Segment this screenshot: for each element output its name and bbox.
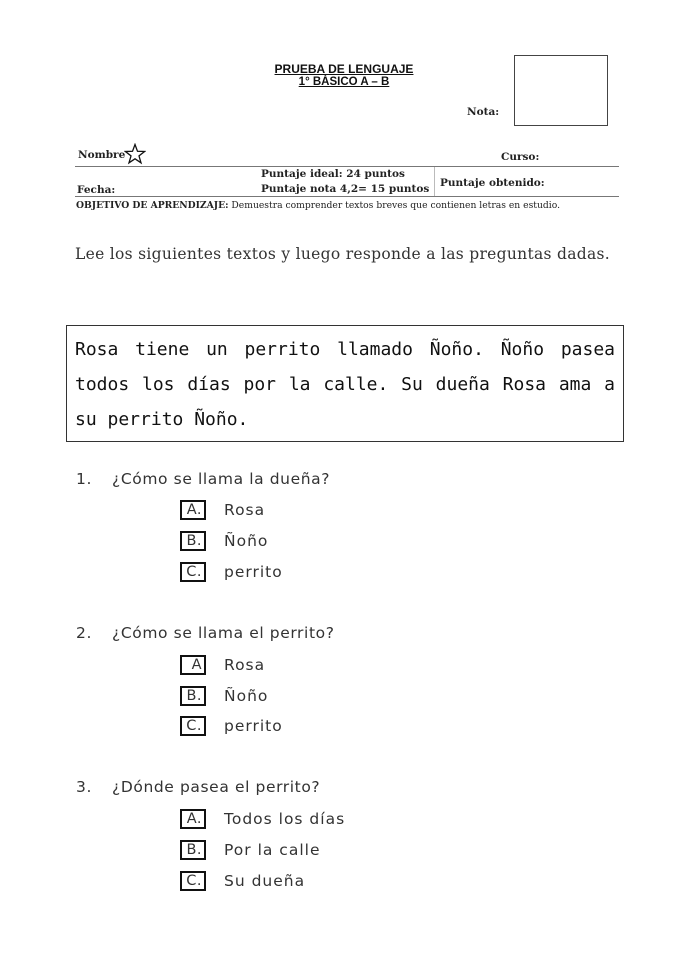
option-text: Todos los días [224, 810, 346, 828]
question-3-option-a[interactable] [180, 808, 345, 830]
nota-label: Nota: [467, 106, 500, 118]
question-1-option-c[interactable] [180, 561, 283, 583]
option-letter-box[interactable]: B. [180, 531, 206, 551]
option-text: perrito [224, 717, 283, 735]
puntaje-obtenido-label: Puntaje obtenido: [440, 177, 545, 189]
fecha-label: Fecha: [77, 184, 116, 196]
option-letter-box[interactable]: B. [180, 840, 206, 860]
option-letter-box[interactable]: A. [180, 500, 206, 520]
question-3 [76, 778, 320, 796]
test-subtitle: 1° BÁSICO A – B [298, 76, 390, 88]
question-1-option-b[interactable] [180, 530, 268, 552]
option-letter-box[interactable]: B. [180, 686, 206, 706]
puntaje-ideal: Puntaje ideal: 24 puntos [261, 168, 405, 180]
reading-text-box: Rosa tiene un perrito llamado Ñoño. Ñoño pasea todos los días por la calle. Su dueña Rosa ama a su perrito Ñoño. [66, 325, 624, 442]
header-divider-top [75, 166, 619, 167]
option-letter-box[interactable]: A. [180, 809, 206, 829]
option-text: Rosa [224, 501, 266, 519]
question-2 [76, 624, 335, 642]
option-text: perrito [224, 563, 283, 581]
header-column-divider [434, 167, 435, 196]
objetivo-text: Demuestra comprender textos breves que contienen letras en estudio. [228, 200, 561, 211]
header-divider-bottom [75, 196, 619, 197]
instructions: Lee los siguientes textos y luego responde a las preguntas dadas. [75, 245, 611, 263]
test-title: PRUEBA DE LENGUAJE [274, 62, 414, 76]
question-2-option-c[interactable] [180, 715, 283, 737]
question-text: ¿Dónde pasea el perrito? [112, 778, 321, 796]
option-letter-box[interactable]: C. [180, 562, 206, 582]
option-text: Ñoño [224, 687, 269, 705]
option-text: Su dueña [224, 872, 306, 890]
option-letter-box[interactable]: C. [180, 716, 206, 736]
objetivo-label: OBJETIVO DE APRENDIZAJE: [76, 200, 229, 211]
question-text: ¿Cómo se llama el perrito? [112, 624, 335, 642]
option-letter-box[interactable]: A [180, 655, 206, 675]
question-2-option-a[interactable] [180, 654, 265, 676]
option-letter-box[interactable]: C. [180, 871, 206, 891]
option-text: Por la calle [224, 841, 321, 859]
question-number: 3. [76, 778, 92, 796]
option-text: Ñoño [224, 532, 269, 550]
question-number: 2. [76, 624, 92, 642]
question-3-option-c[interactable] [180, 870, 305, 892]
puntaje-nota: Puntaje nota 4,2= 15 puntos [261, 183, 430, 195]
nota-box[interactable] [514, 55, 608, 126]
star-icon [124, 143, 146, 165]
question-number: 1. [76, 470, 92, 488]
question-2-option-b[interactable] [180, 685, 268, 707]
question-1 [76, 470, 330, 488]
objetivo-line [76, 200, 560, 211]
curso-label: Curso: [501, 151, 540, 163]
question-text: ¿Cómo se llama la dueña? [112, 470, 331, 488]
option-text: Rosa [224, 656, 266, 674]
question-1-option-a[interactable] [180, 499, 265, 521]
question-3-option-b[interactable] [180, 839, 320, 861]
nombre-label: Nombre [78, 149, 126, 161]
